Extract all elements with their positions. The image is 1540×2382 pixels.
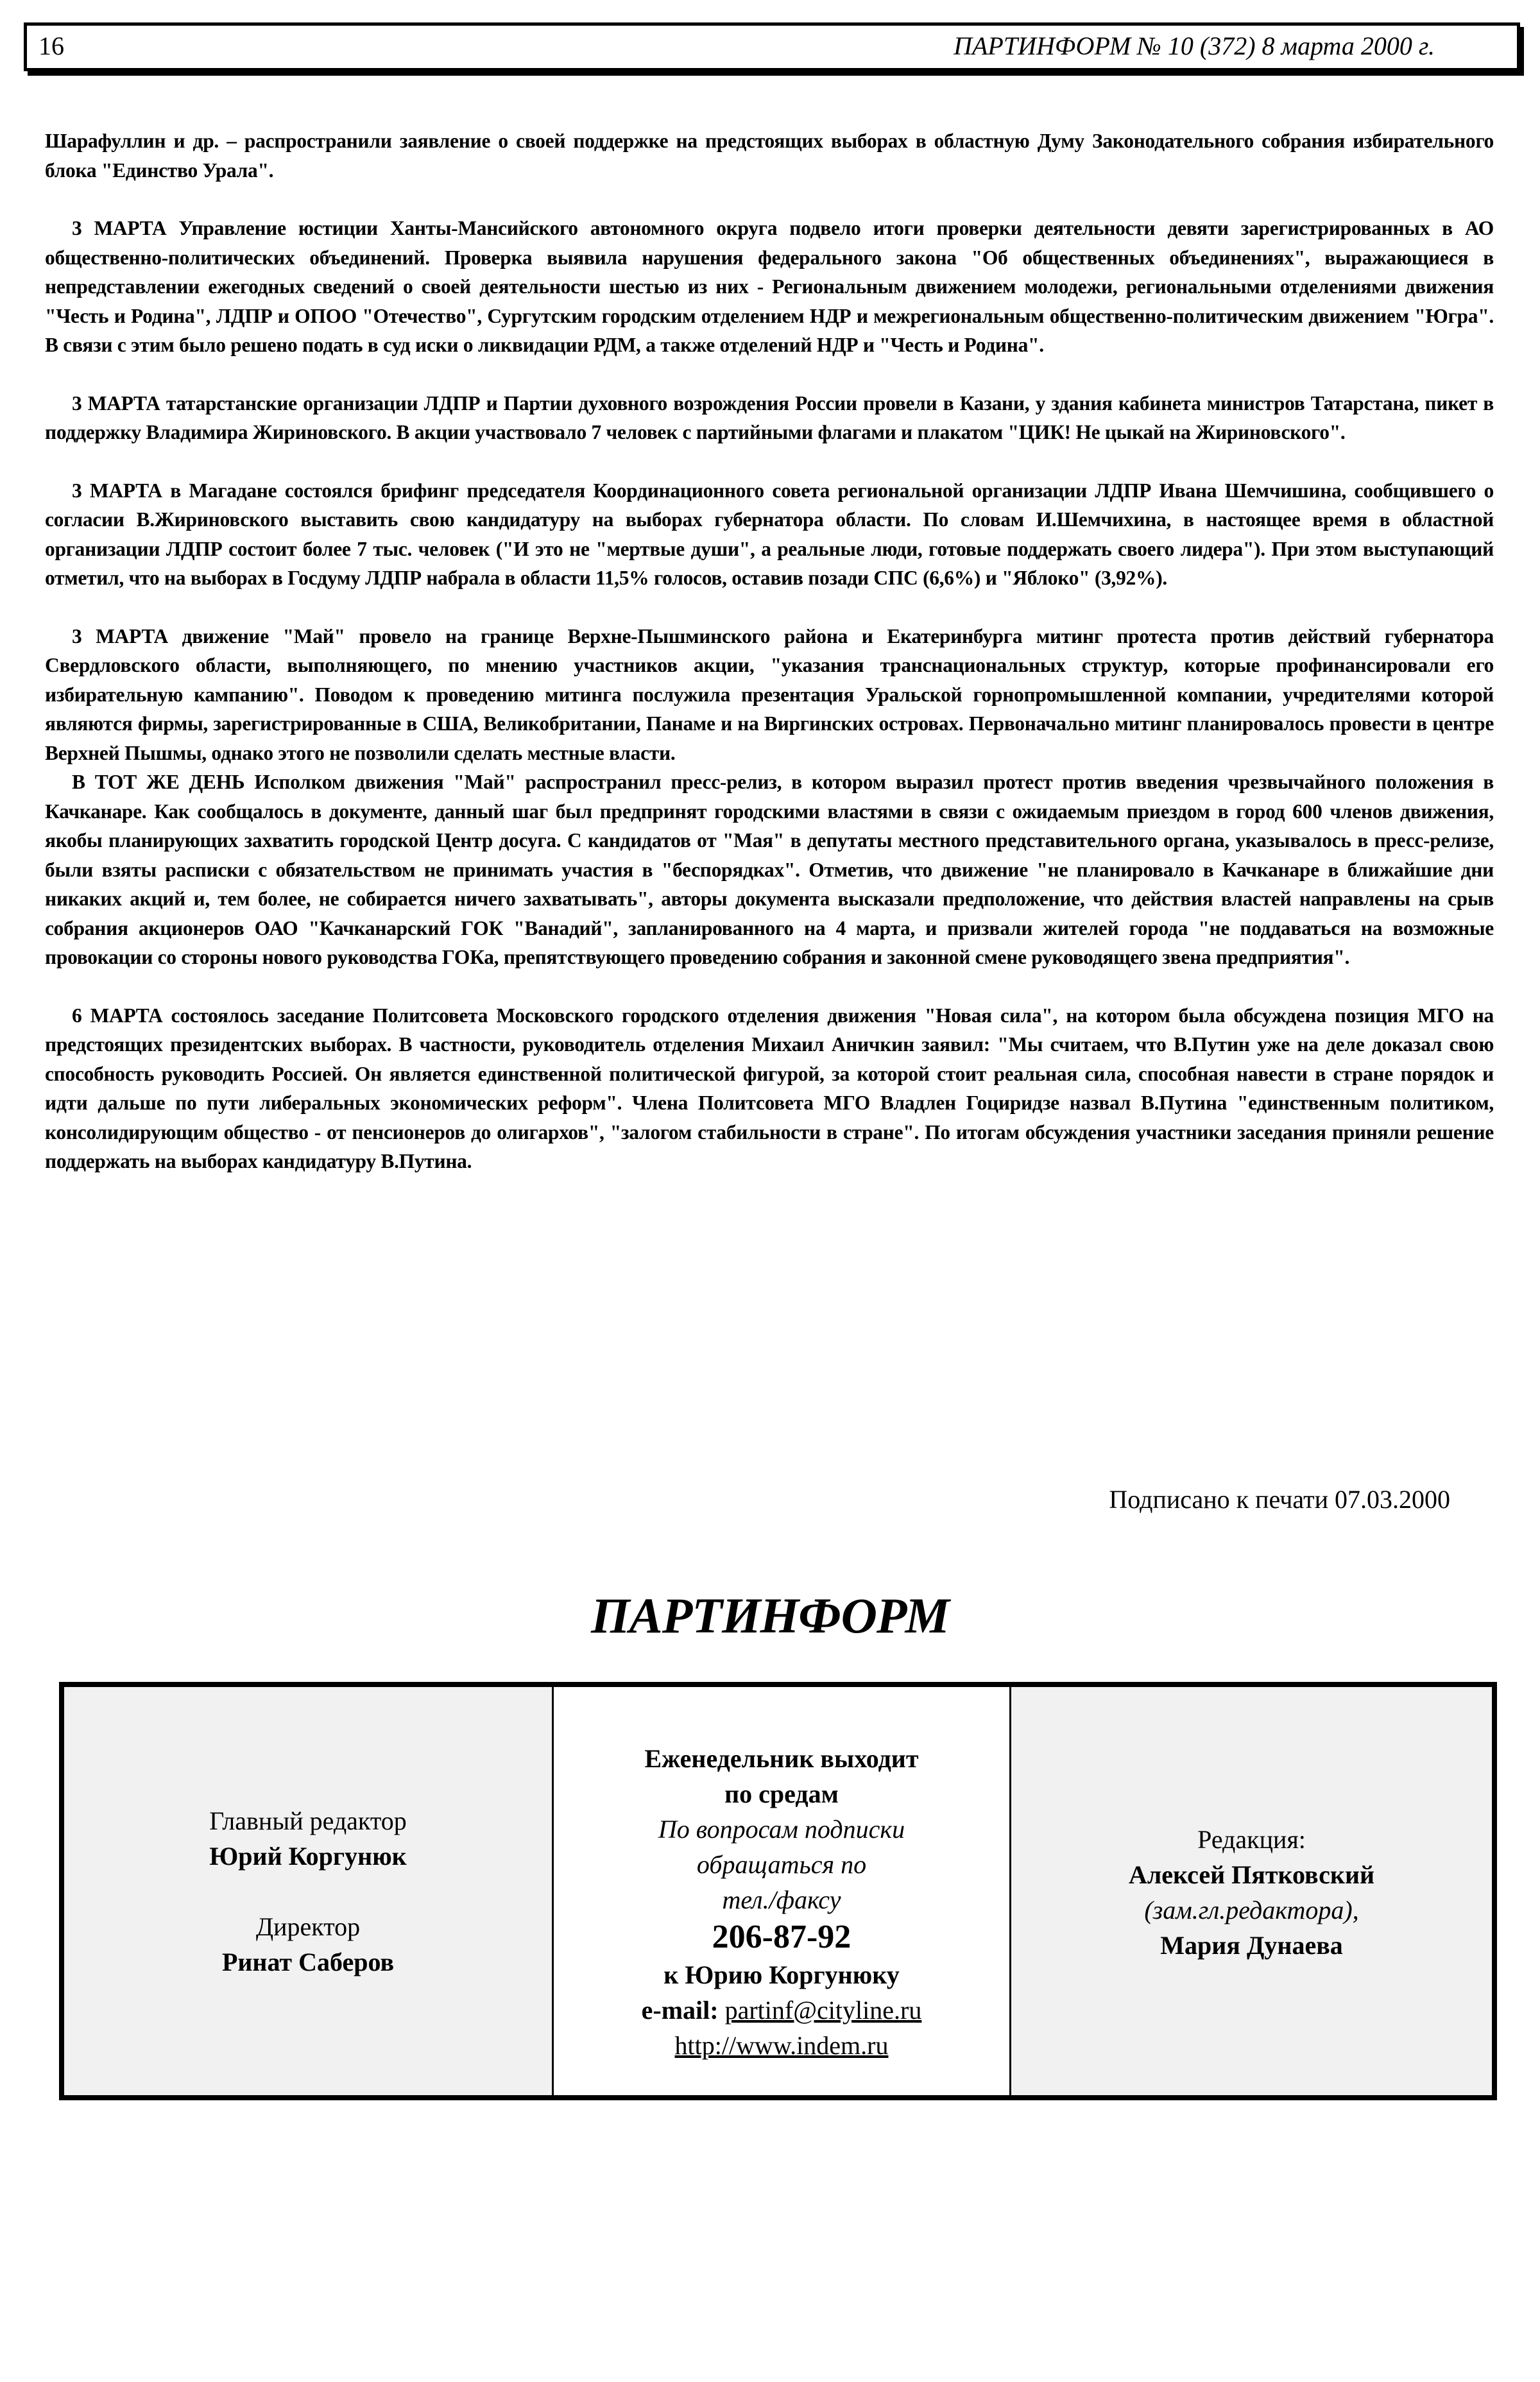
director-name: Ринат Саберов [221, 1947, 395, 1976]
paragraph-urals-bloc: Шарафуллин и др. – распространили заявление о своей поддержке на предстоящих выборах в областную Думу Законодательного собрания избирательного блока "Единство Урала". [45, 130, 1494, 182]
article-body [45, 126, 1494, 1205]
deputy-editor-name: Алексей Пятковский [1128, 1860, 1375, 1889]
paragraph-khanty-mansi-justice: 3 МАРТА Управление юстиции Ханты-Мансийского автономного округа подвело итоги проверки деятельности девяти зарегистрированных в АО общественно-политических объединений. Проверка выявила нарушения федерального закона "Об общественных объединениях", выражающиеся в непредставлении ежегодных сведений о своей деятельности шестью из них - Региональным движением молодежи, региональными отделениями движения "Честь и Родина", ЛДПР и ОПОО "Отечество", Сургутским городским отделением НДР и межрегиональным общественно-политическим движением "Югра". В связи с этим было решено подать в суд иски о ликвидации РДМ, а также отделений НДР и "Честь и Родина". [45, 217, 1494, 356]
website-link[interactable]: http://www.indem.ru [674, 2031, 889, 2060]
imprint-contact-column [552, 1687, 1011, 2095]
weekly-schedule-line1: Еженедельник выходит [644, 1744, 919, 1773]
imprint-staff-column [64, 1687, 552, 2095]
paragraph-kachkanar-release: В ТОТ ЖЕ ДЕНЬ Исполком движения "Май" распространил пресс-релиз, в котором выразил протест против введения чрезвычайного положения в Качканаре. Как сообщалось в документе, данный шаг был предпринят городскими властями в связи с ожидаемым приездом в город 600 членов движения, якобы планирующих захватить городской Центр досуга. С кандидатов от "Мая" в депутаты местного представительного органа, указывалось в пресс-релизе, были взяты расписки с обязательством не принимать участия в "беспорядках". Отметив, что движение "не планировало в Качканаре в ближайшие дни никаких акций и, тем более, не собирается ничего захватывать", авторы документа высказали предположение, что действия властей направлены на срыв собрания акционеров ОАО "Качканарский ГОК "Ванадий", запланированного на 4 марта, и призвали жителей города "не поддаваться на возможные провокации со стороны нового руководства ГОКа, препятствующего проведению собрания и законной смене руководящего звена предприятия". [45, 771, 1494, 968]
paragraph-may-rally: 3 МАРТА движение "Май" провело на границе Верхне-Пышминского района и Екатеринбурга митинг протеста против действий губернатора Свердловского области, выполняющего, по мнению участников акции, "указания транснациональных структур, которые профинансировали его избирательную кампанию". Поводом к проведению митинга послужила презентация Уральской горнопромышленной компании, учредителями которой являются фирмы, зарегистрированные в США, Великобритании, Панаме и на Виргинских островах. Первоначально митинг планировалось провести в центре Верхней Пышмы, однако этого не позволили сделать местные власти. [45, 624, 1494, 764]
chief-editor-name: Юрий Коргунюк [209, 1841, 407, 1871]
issue-title: ПАРТИНФОРМ № 10 (372) 8 марта 2000 г. [954, 31, 1435, 60]
paragraph-tatarstan-picket: 3 МАРТА татарстанские организации ЛДПР и Партии духовного возрождения России провели в Казани, у здания кабинета министров Татарстана, пикет в поддержку Владимира Жириновского. В акции участвовало 7 человек с партийными флагами и плакатом "ЦИК! Не цыкай на Жириновского". [45, 391, 1494, 443]
paragraph-magadan-briefing: 3 МАРТА в Магадане состоялся брифинг председателя Координационного совета региональной организации ЛДПР Ивана Шемчишина, сообщившего о согласии В.Жириновского выставить свою кандидатуру на выборах губернатора области. По словам И.Шемчихина, в настоящее время в областной организации ЛДПР состоит более 7 тыс. человек ("И это не "мертвые души", а реальные люди, готовые поддержать своего лидера"). При этом выступающий отметил, что на выборах в Госдуму ЛДПР набрала в области 11,5% голосов, оставив позади СПС (6,6%) и "Яблоко" (3,92%). [45, 479, 1494, 589]
email-link[interactable]: partinf@cityline.ru [724, 1996, 922, 2025]
editorial-label: Редакция: [1197, 1825, 1306, 1854]
signed-for-print: Подписано к печати 07.03.2000 [1109, 1485, 1450, 1514]
weekly-schedule-line2: по средам [724, 1779, 839, 1808]
imprint-box [59, 1682, 1497, 2100]
director-label: Директор [255, 1912, 361, 1941]
email-line [642, 1992, 922, 2028]
contact-person: к Юрию Коргунюку [663, 1960, 900, 1989]
imprint-editorial-column [1011, 1687, 1492, 2095]
email-label: e-mail: [641, 1996, 719, 2025]
masthead-title: ПАРТИНФОРМ [591, 1588, 949, 1643]
subscription-line1: По вопросам подписки [658, 1815, 905, 1844]
page-header [24, 22, 1520, 71]
subscription-line3: тел./факсу [722, 1885, 841, 1914]
phone-number: 206-87-92 [712, 1919, 851, 1955]
page-number: 16 [38, 31, 64, 60]
chief-editor-label: Главный редактор [209, 1806, 407, 1835]
deputy-editor-role: (зам.гл.редактора), [1144, 1896, 1359, 1924]
subscription-line2: обращаться по [696, 1850, 867, 1879]
editor-name: Мария Дунаева [1160, 1931, 1343, 1960]
paragraph-new-force-council: 6 МАРТА состоялось заседание Политсовета Московского городского отделения движения "Новая сила", на котором была обсуждена позиция МГО на предстоящих президентских выборах. В частности, руководитель отделения Михаил Аничкин заявил: "Мы считаем, что В.Путин уже на деле доказал свою способность руководить Россией. Он является единственной политической фигурой, за которой стоит реальная сила, способная навести в стране порядок и идти дальше по пути либеральных экономических реформ". Члена Политсовета МГО Владлен Гоциридзе назвал В.Путина "единственным политиком, консолидирующим общество - от пенсионеров до олигархов", "залогом стабильности в стране". По итогам обсуждения участники заседания приняли решение поддержать на выборах кандидатуру В.Путина. [45, 1004, 1494, 1172]
